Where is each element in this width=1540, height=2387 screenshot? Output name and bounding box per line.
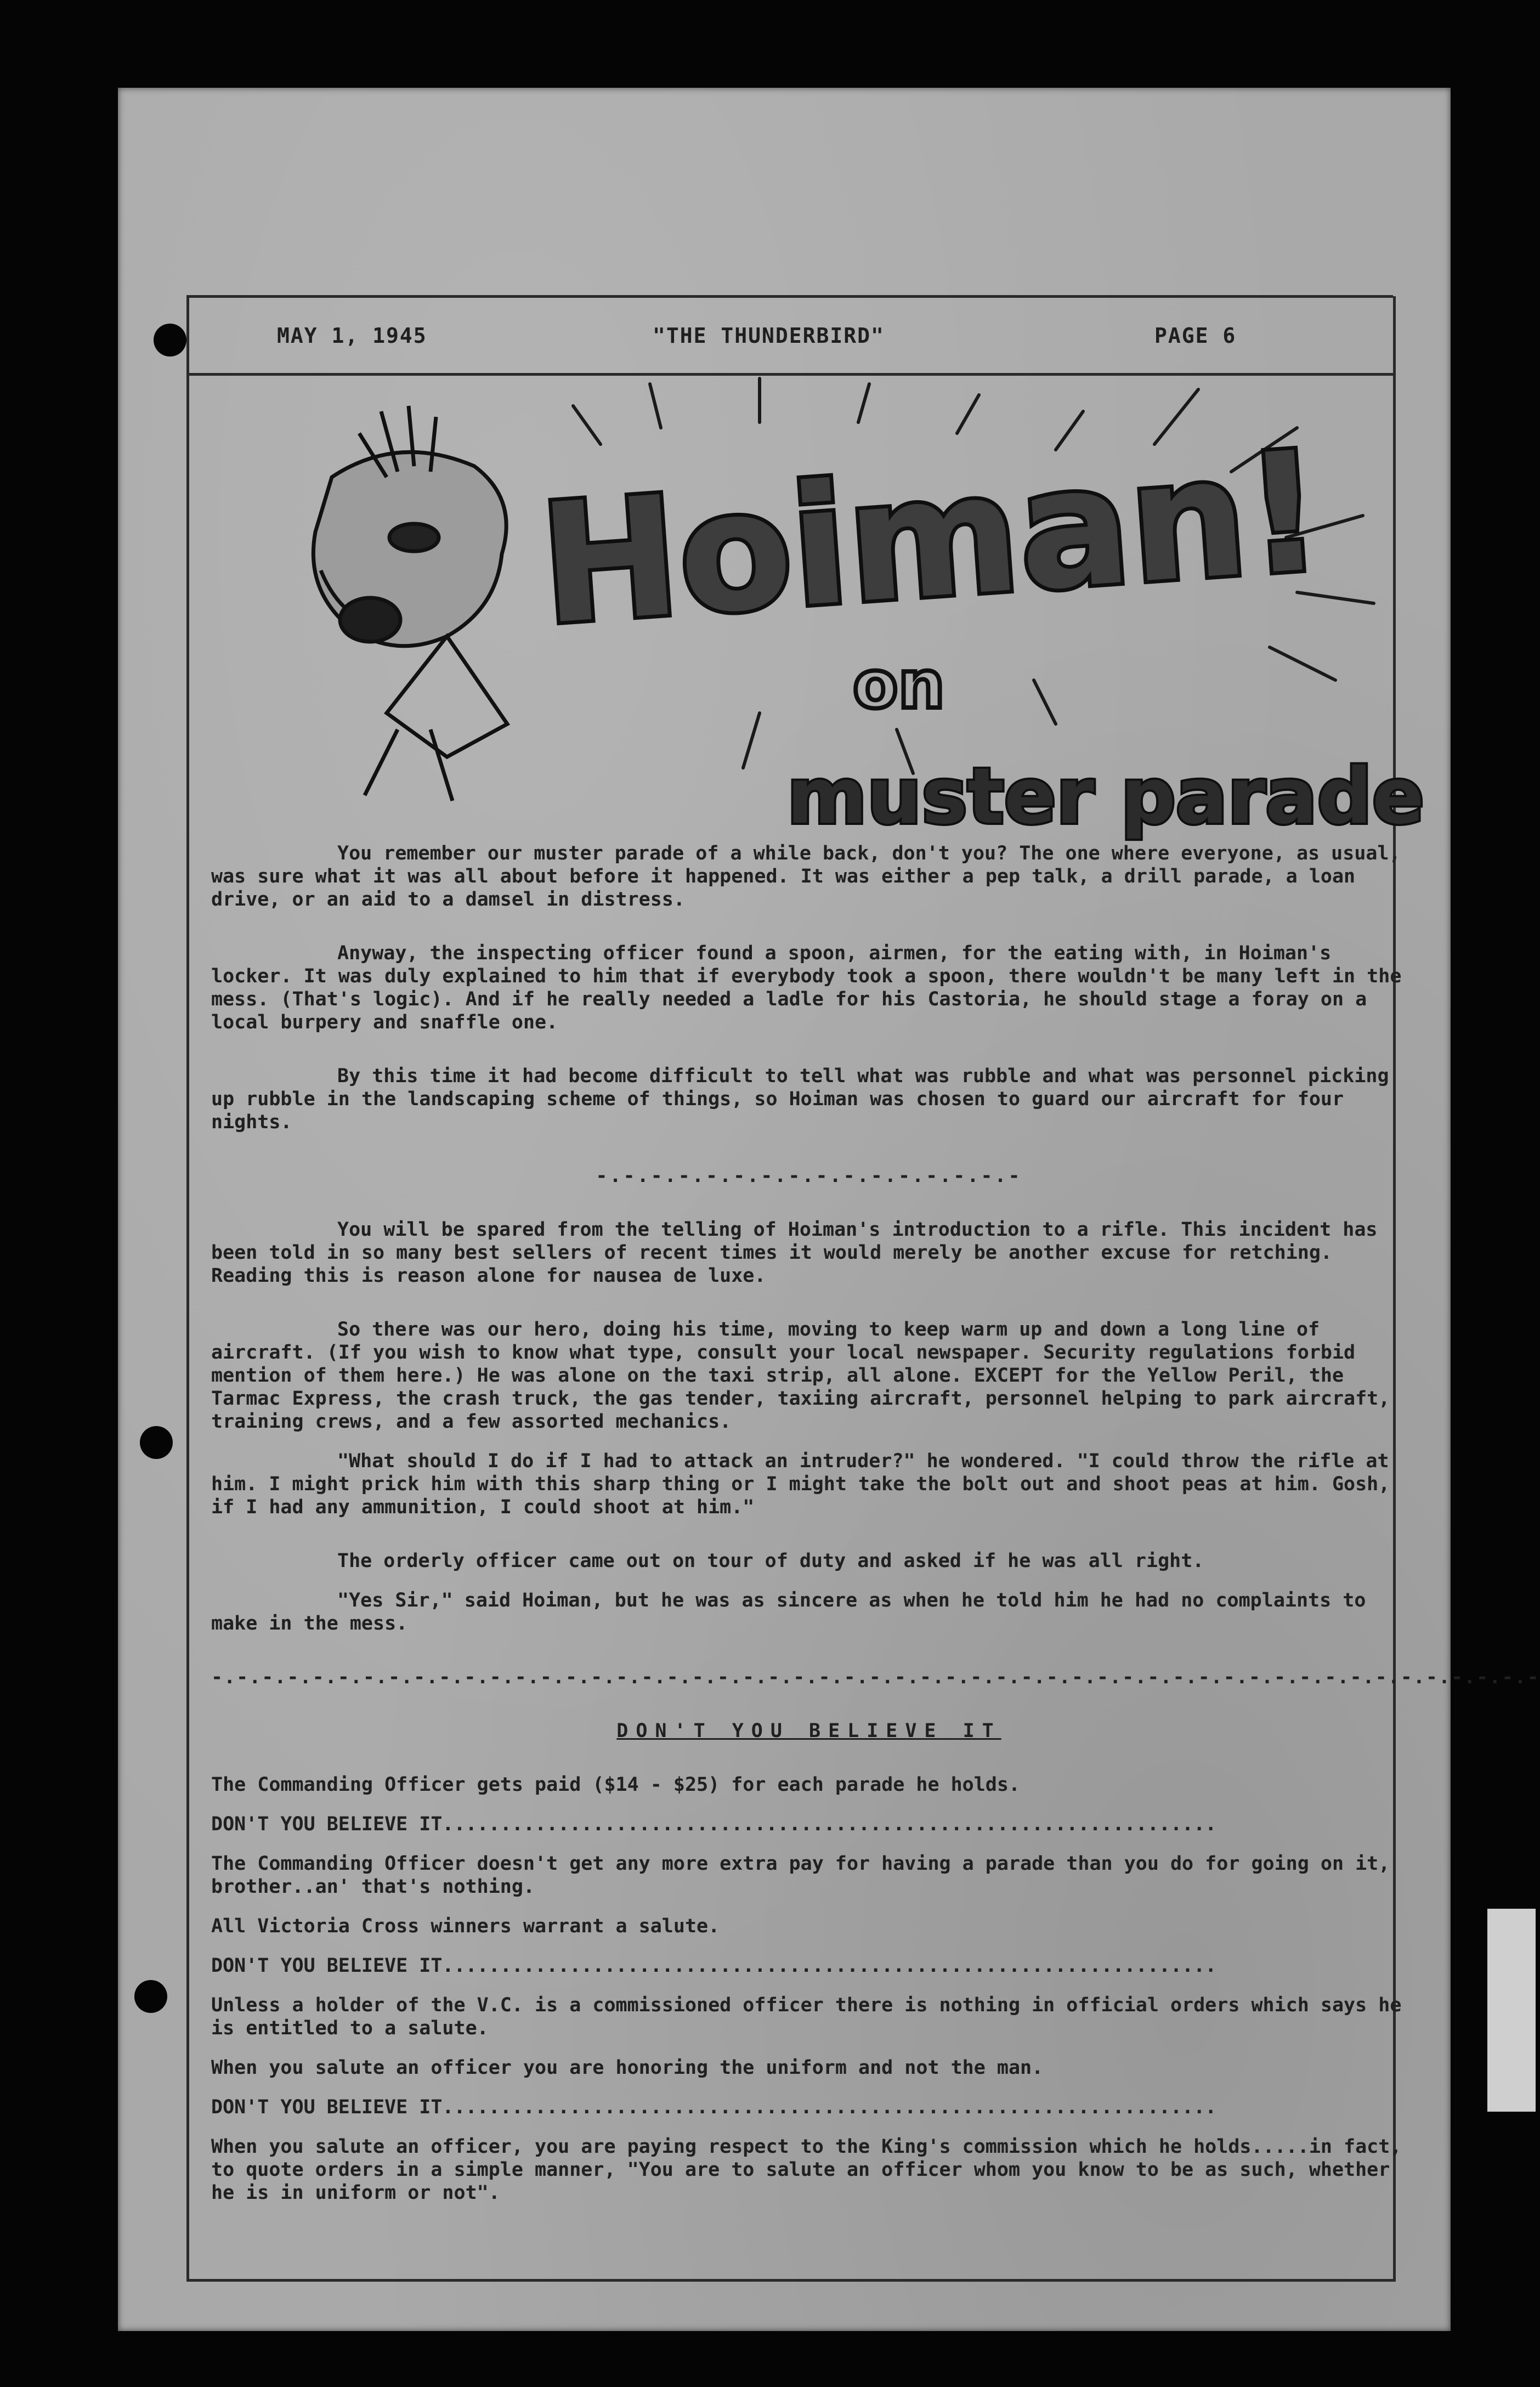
paragraph-8: "Yes Sir," said Hoiman, but he was as sincere as when he told him he had no complaints to make in the mess. bbox=[211, 1590, 1378, 1634]
dyb-item: When you salute an officer, you are paying respect to the King's commission which he holds.....in fact, to quote orders in a simple manner, "You are to salute an officer whom you know to be as such, whether he is in uniform or not". bbox=[211, 2136, 1413, 2204]
cartoon-face-drawing bbox=[313, 406, 507, 801]
publication-name: "THE THUNDERBIRD" bbox=[653, 324, 885, 348]
banner-title: Hoiman! bbox=[535, 415, 1328, 661]
newsletter-page bbox=[118, 88, 1540, 2331]
page-number: PAGE 6 bbox=[1154, 324, 1237, 348]
dyb-item: Unless a holder of the V.C. is a commissioned officer there is nothing in official orders which says he is entitled to a salute. bbox=[211, 1994, 1413, 2039]
dont-you-believe-it-heading: DON'T YOU BELIEVE IT bbox=[616, 1720, 1001, 1742]
paragraph-7: The orderly officer came out on tour of duty and asked if he was all right. bbox=[337, 1550, 1204, 1572]
dyb-item: The Commanding Officer gets paid ($14 - $25) for each parade he holds. bbox=[211, 1774, 1021, 1796]
dyb-refrain: DON'T YOU BELIEVE IT................................................................... bbox=[211, 2096, 1217, 2118]
section-separator: -.-.-.-.-.-.-.-.-.-.-.-.-.-.-.- bbox=[596, 1165, 1022, 1187]
paragraph-5: So there was our hero, doing his time, moving to keep warm up and down a long line of aircraft. (If you wish to know what type, consult your local newspaper. Security regulations forbid mention of them here.) He was alone on the taxi strip, all alone. EXCEPT for the Yellow Peril, the Tarmac Express, the crash truck, the gas tender, taxiing aircraft, personnel helping to park aircraft, training crews, and a few assorted mechanics. bbox=[211, 1319, 1402, 1433]
side-tab bbox=[1487, 1909, 1536, 2112]
dyb-refrain: DON'T YOU BELIEVE IT................................................................... bbox=[211, 1813, 1217, 1835]
banner-on: on bbox=[853, 647, 945, 723]
binder-hole bbox=[140, 1426, 173, 1459]
banner-illustration bbox=[266, 373, 1445, 841]
dyb-refrain: DON'T YOU BELIEVE IT................................................................... bbox=[211, 1955, 1217, 1977]
paragraph-4: You will be spared from the telling of Hoiman's introduction to a rifle. This incident has been told in so many best sellers of recent times it would merely be another excuse for retching. Reading this is reason alone for nausea de luxe. bbox=[211, 1219, 1389, 1287]
paragraph-1: You remember our muster parade of a while back, don't you? The one where everyone, as usual, was sure what it was all about before it happened. It was either a pep talk, a drill parade, a loan drive, or an aid to a damsel in distress. bbox=[211, 842, 1412, 910]
dyb-item: All Victoria Cross winners warrant a salute. bbox=[211, 1915, 720, 1937]
dyb-item: When you salute an officer you are honoring the uniform and not the man. bbox=[211, 2057, 1044, 2079]
paragraph-2: Anyway, the inspecting officer found a spoon, airmen, for the eating with, in Hoiman's locker. It was duly explained to him that if everybody took a spoon, there wouldn't be many left in the mess. (That's logic). And if he really needed a ladle for his Castoria, he should stage a foray on a local burpery and snaffle one. bbox=[211, 942, 1413, 1033]
dyb-item: The Commanding Officer doesn't get any more extra pay for having a parade than you do for going on it, brother..an' that's nothing. bbox=[211, 1853, 1402, 1898]
paragraph-3: By this time it had become difficult to tell what was rubble and what was personnel picking up rubble in the landscaping scheme of things, so Hoiman was chosen to guard our aircraft for four nights. bbox=[211, 1065, 1401, 1133]
long-separator: -.-.-.-.-.-.-.-.-.-.-.-.-.-.-.-.-.-.-.-.-.-.-.-.-.-.-.-.-.-.-.-.-.-.-.-.-.-.-.-.-.-.-.-.-.-.-.-.-.-.-.-.- bbox=[211, 1666, 1540, 1688]
binder-hole bbox=[154, 324, 186, 357]
article-body bbox=[211, 842, 1540, 2221]
binder-hole bbox=[134, 1980, 167, 2013]
banner-subtitle: muster parade bbox=[787, 752, 1424, 841]
issue-date: MAY 1, 1945 bbox=[277, 324, 427, 348]
paragraph-6: "What should I do if I had to attack an intruder?" he wondered. "I could throw the rifle at him. I might prick him with this sharp thing or I might take the bolt out and shoot peas at him. Gosh, if I had any ammunition, I could shoot at him." bbox=[211, 1450, 1402, 1518]
